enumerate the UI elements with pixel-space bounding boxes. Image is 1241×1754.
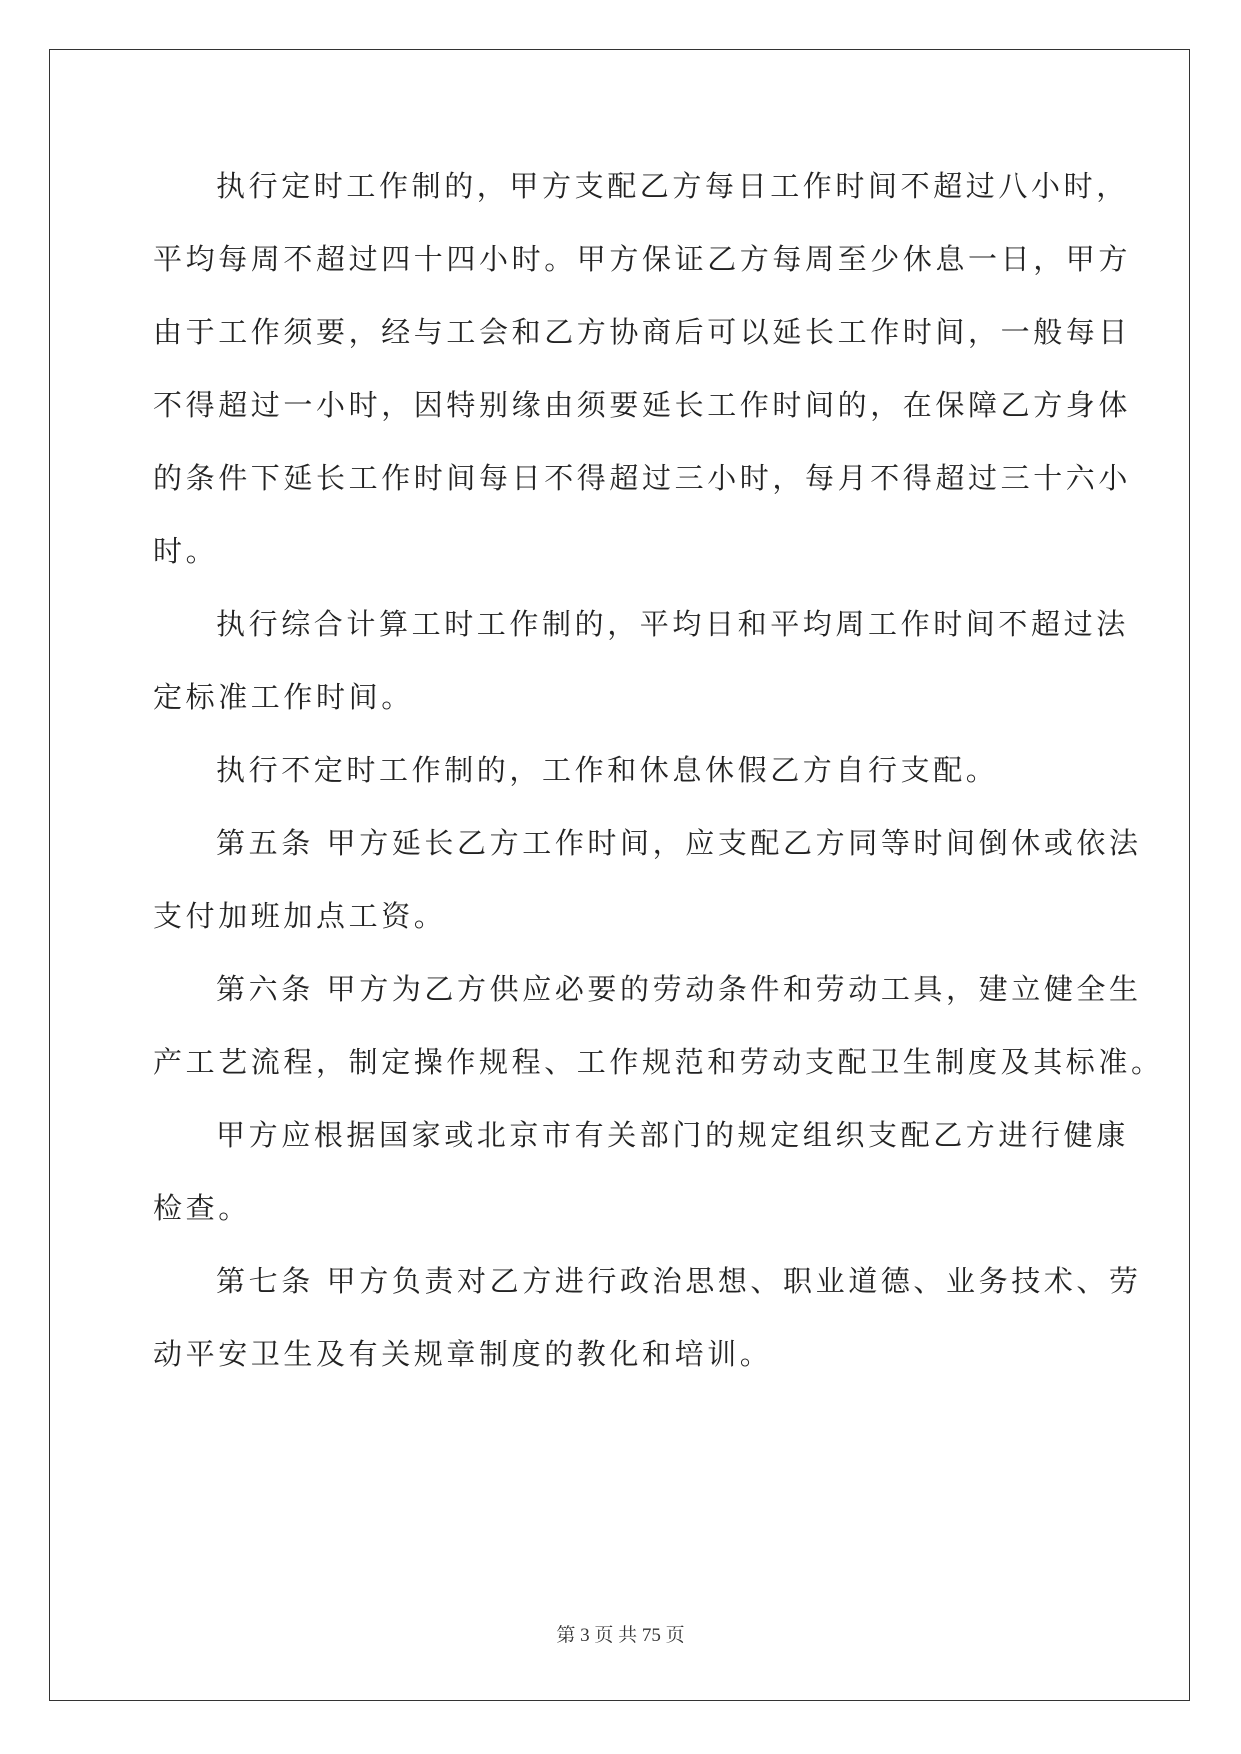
paragraph-line: 产工艺流程，制定操作规程、工作规范和劳动支配卫生制度及其标准。 xyxy=(153,1045,1164,1079)
paragraph-line: 由于工作须要，经与工会和乙方协商后可以延长工作时间，一般每日 xyxy=(153,315,1132,349)
paragraph-line: 执行定时工作制的，甲方支配乙方每日工作时间不超过八小时， xyxy=(216,169,1129,203)
paragraph-line: 时。 xyxy=(153,534,219,568)
paragraph-line: 平均每周不超过四十四小时。甲方保证乙方每周至少休息一日，甲方 xyxy=(153,242,1132,276)
page-footer: 第 3 页 共 75 页 xyxy=(556,1625,685,1646)
paragraph-line: 第六条 甲方为乙方供应必要的劳动条件和劳动工具，建立健全生 xyxy=(216,972,1142,1006)
paragraph-line: 支付加班加点工资。 xyxy=(153,899,447,933)
paragraph-line: 执行综合计算工时工作制的，平均日和平均周工作时间不超过法 xyxy=(216,607,1129,641)
paragraph-line: 不得超过一小时，因特别缘由须要延长工作时间的，在保障乙方身体 xyxy=(153,388,1132,422)
page-border xyxy=(49,49,1190,1701)
paragraph-line: 定标准工作时间。 xyxy=(153,680,414,714)
paragraph-line: 动平安卫生及有关规章制度的教化和培训。 xyxy=(153,1337,773,1371)
paragraph-line: 检查。 xyxy=(153,1191,251,1225)
paragraph-line: 的条件下延长工作时间每日不得超过三小时，每月不得超过三十六小 xyxy=(153,461,1132,495)
paragraph-line: 执行不定时工作制的，工作和休息休假乙方自行支配。 xyxy=(216,753,999,787)
paragraph-line: 甲方应根据国家或北京市有关部门的规定组织支配乙方进行健康 xyxy=(216,1118,1129,1152)
paragraph-line: 第五条 甲方延长乙方工作时间，应支配乙方同等时间倒休或依法 xyxy=(216,826,1142,860)
paragraph-line: 第七条 甲方负责对乙方进行政治思想、职业道德、业务技术、劳 xyxy=(216,1264,1142,1298)
